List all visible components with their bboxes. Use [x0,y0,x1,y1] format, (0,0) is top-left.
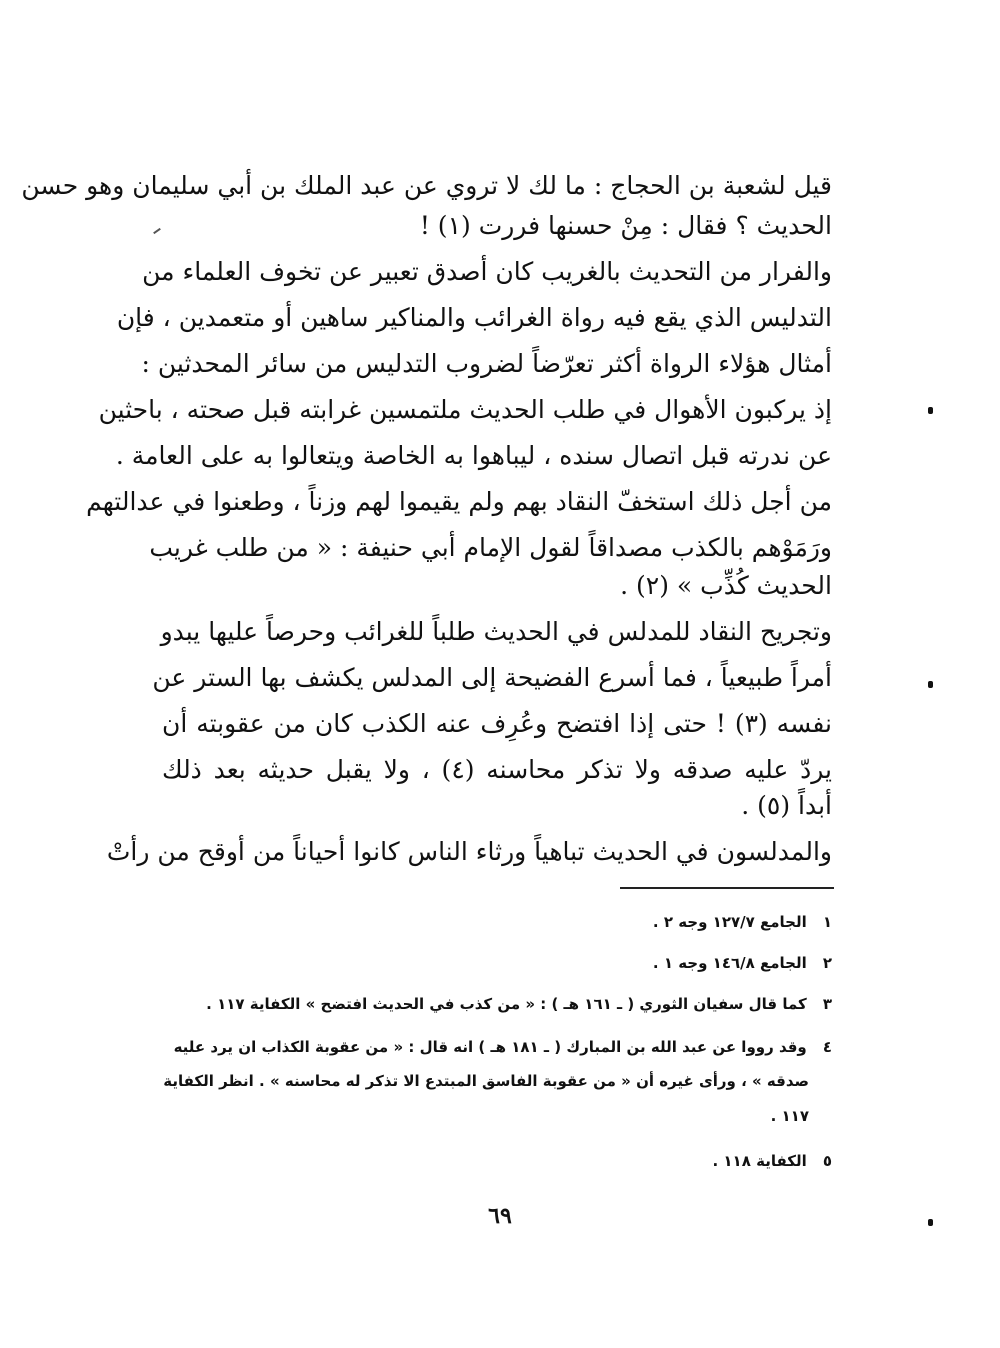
footnote-number: ١ [822,913,832,931]
footnote-1 [653,907,832,937]
body-line-7: عن ندرته قبل اتصال سنده ، ليباهوا به الخاصة ويتعالوا به على العامة . [115,441,832,470]
footnote-5 [712,1146,832,1176]
footnote-text: الكفاية ١١٨ . [712,1152,807,1170]
body-line-14: يردّ عليه صدقه ولا تذكر محاسنه (٤) ، ولا يقبل حديثه بعد ذلك [162,755,833,784]
footnote-text: وقد رووا عن عبد الله بن المبارك ( ـ ١٨١ هـ ) انه قال : « من عقوبة الكذاب ان يرد عليه [173,1038,807,1056]
footnote-3 [206,989,832,1019]
footnote-text: الجامع ١٤٦/٨ وجه ١ . [652,954,807,972]
footnote-text: كما قال سفيان الثوري ( ـ ١٦١ هـ ) : « من كذب في الحديث افتضح » الكفاية ١١٧ . [206,995,807,1013]
footnote-text: الجامع ١٢٧/٧ وجه ٢ . [652,913,807,931]
footnote-2 [653,948,832,978]
page-number: ٦٩ [488,1203,512,1229]
scan-stroke [153,228,161,234]
body-line-10: الحديث كُذِّب » (٢) . [620,571,832,600]
scan-speck [928,1219,933,1226]
footnote-number: ٤ [822,1038,832,1056]
body-line-6: إذ يركبون الأهوال في طلب الحديث ملتمسين غرابته قبل صحته ، باحثين [98,395,832,424]
body-line-5: أمثال هؤلاء الرواة أكثر تعرّضاً لضروب التدليس من سائر المحدثين : [141,349,832,378]
scan-speck [928,407,933,414]
footnote-number: ٥ [822,1152,832,1170]
body-line-1: قيل لشعبة بن الحجاج : ما لك لا تروي عن عبد الملك بن أبي سليمان وهو حسن [21,171,832,200]
body-line-13: نفسه (٣) ! حتى إذا افتضح وعُرِف عنه الكذب كان من عقوبته أن [162,709,832,738]
footnote-separator [620,887,834,889]
body-line-15: أبداً (٥) . [741,791,832,820]
footnote-number: ٣ [822,995,832,1013]
scan-speck [928,681,933,688]
body-line-11: وتجريح النقاد للمدلس في الحديث طلباً للغرائب وحرصاً عليها يبدو [160,617,832,646]
body-line-12: أمراً طبيعياً ، فما أسرع الفضيحة إلى المدلس يكشف بها الستر عن [152,663,832,692]
body-line-8: من أجل ذلك استخفّ النقاد بهم ولم يقيموا لهم وزناً ، وطعنوا في عدالتهم [86,487,832,516]
body-line-4: التدليس الذي يقع فيه رواة الغرائب والمناكير ساهين أو متعمدين ، فإن [116,303,832,332]
body-line-9: ورَمَوْهم بالكذب مصداقاً لقول الإمام أبي حنيفة : « من طلب غريب [149,533,832,562]
footnote-4-line-2: صدقه » ، ورأى غيره أن « من عقوبة الفاسق المبتدع الا تذكر له محاسنه » . انظر الكفاية [163,1072,809,1090]
body-line-2: الحديث ؟ فقال : مِنْ حسنها فررت (١) ! [419,211,832,240]
footnote-4 [174,1032,832,1062]
body-line-3: والفرار من التحديث بالغريب كان أصدق تعبير عن تخوف العلماء من [142,257,832,286]
footnote-4-line-3: ١١٧ . [770,1107,809,1125]
footnote-number: ٢ [822,954,832,972]
body-line-16: والمدلسون في الحديث تباهياً ورثاء الناس كانوا أحياناً من أوقح من رأتْ [106,837,832,866]
